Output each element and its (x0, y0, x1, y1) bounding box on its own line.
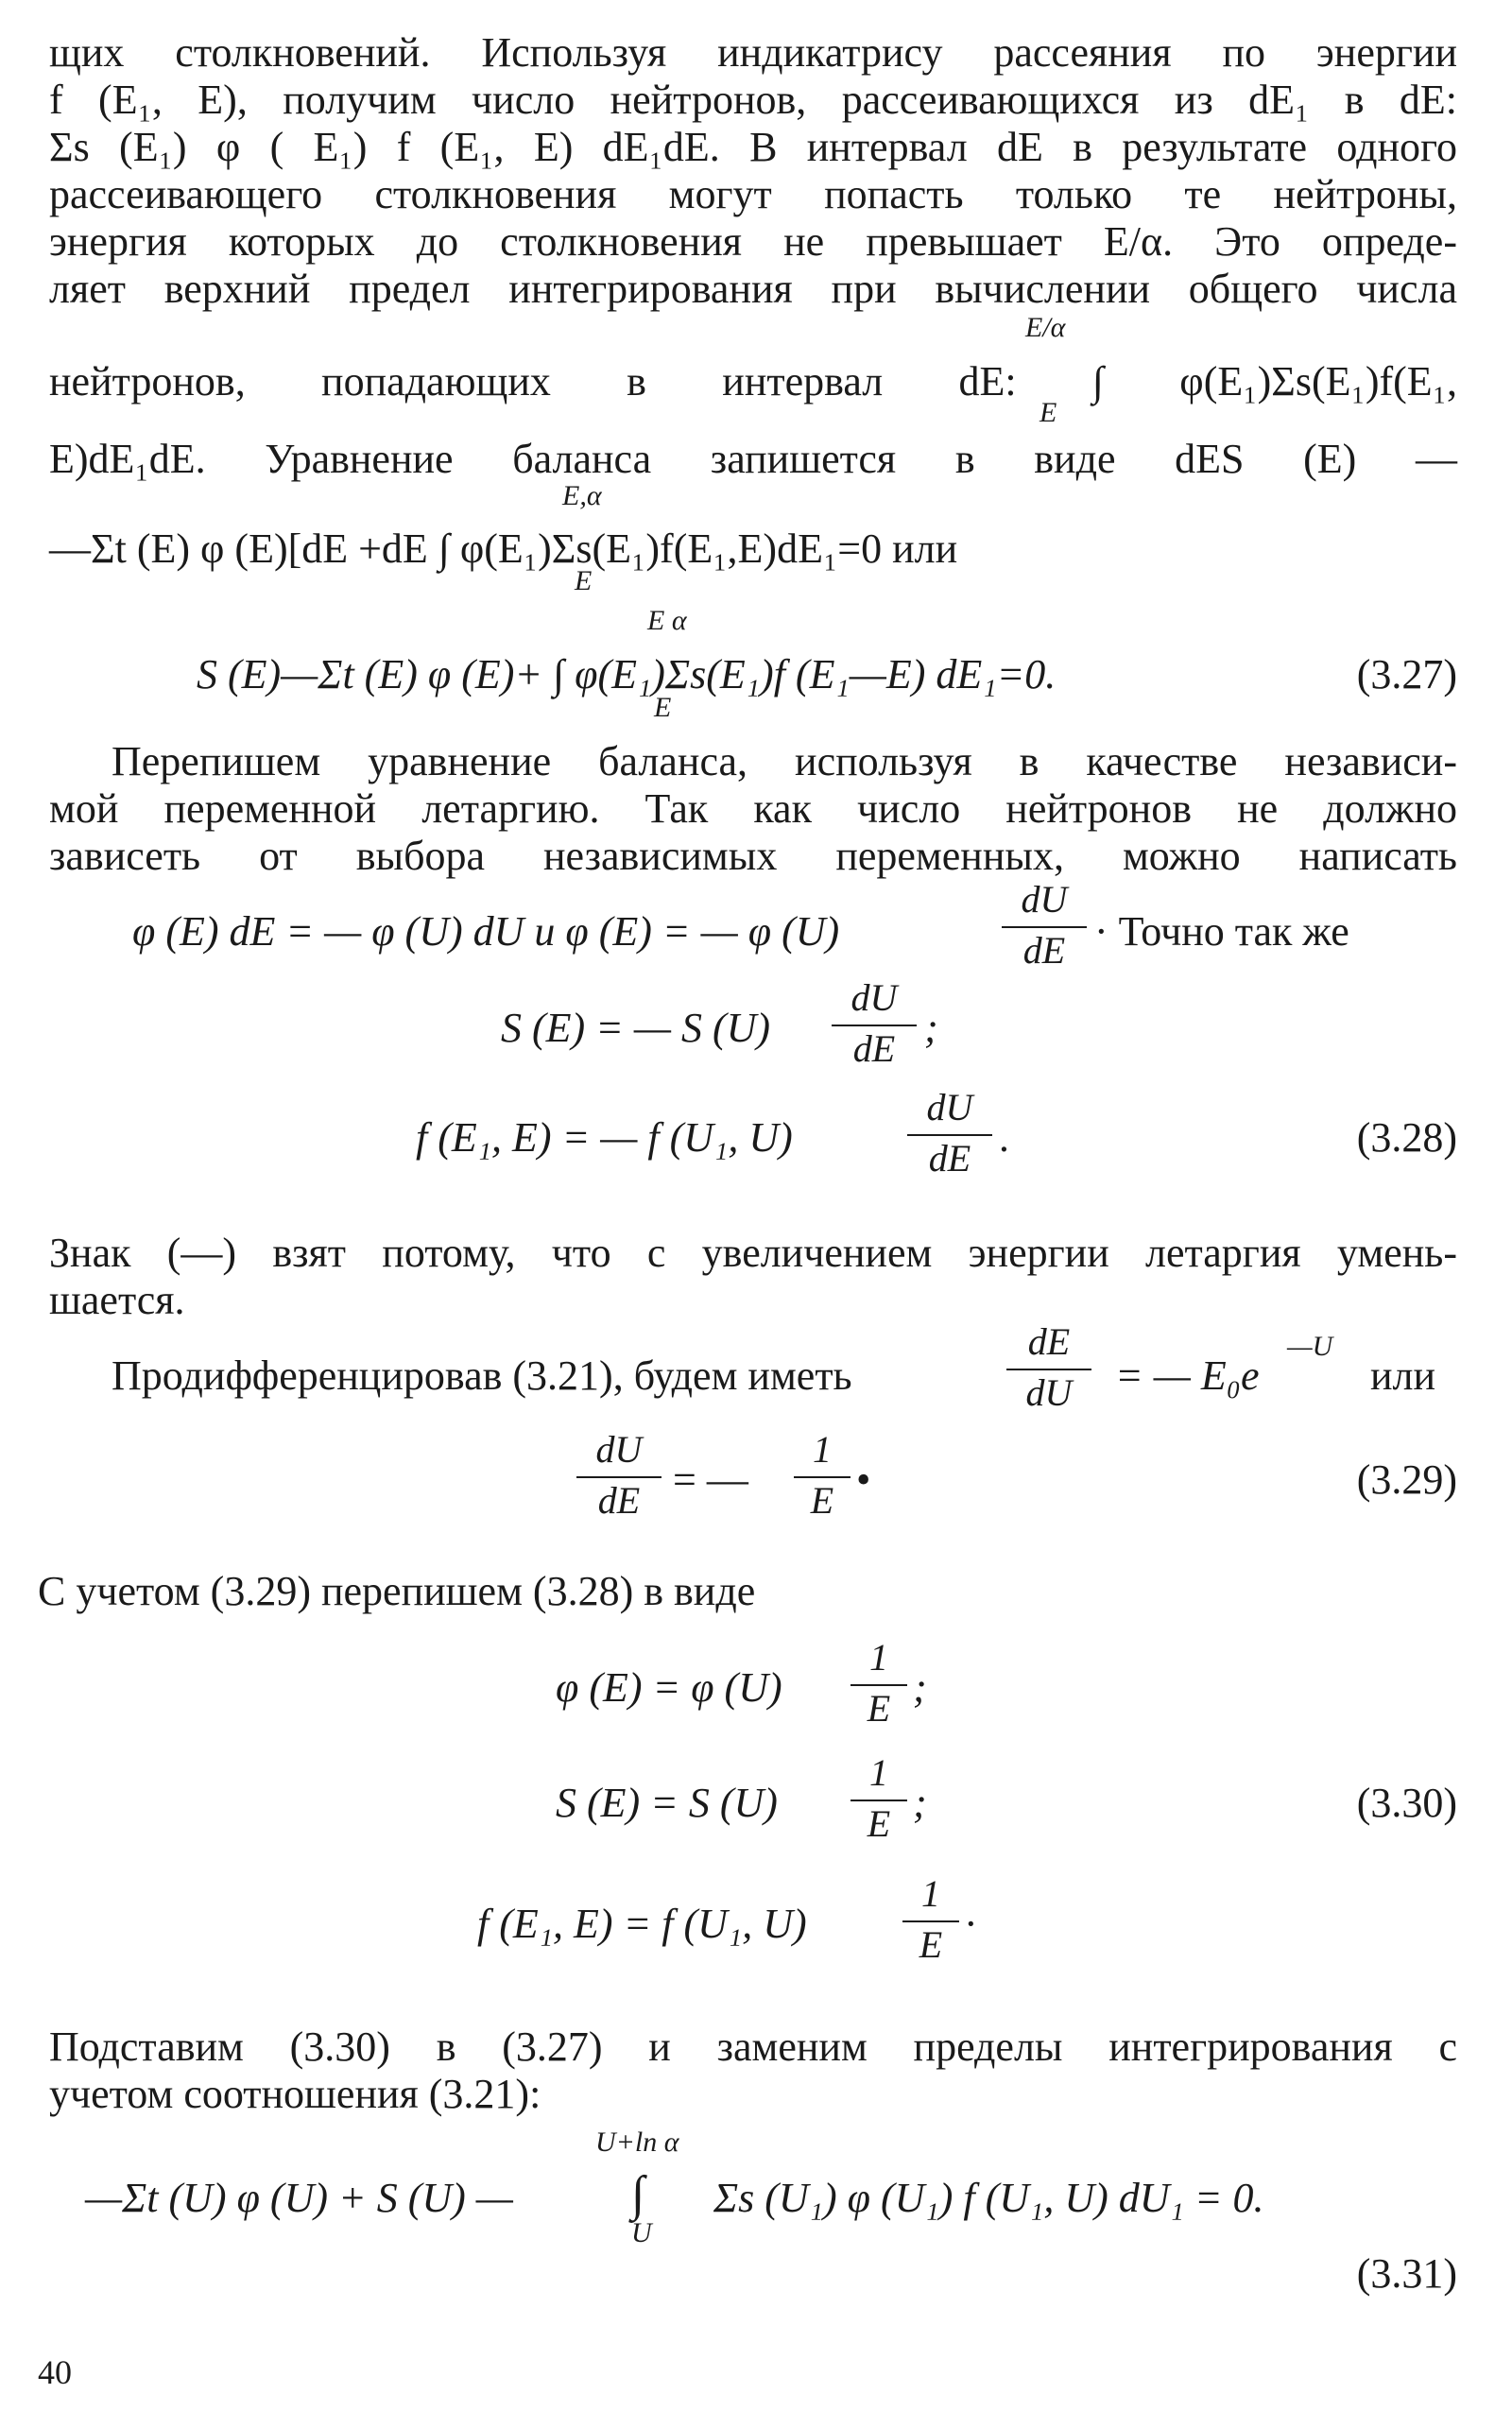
fraction-denominator: E (867, 1802, 891, 1845)
text-line: учетом соотношения (3.21): (49, 2071, 541, 2117)
text-line: Перепишем уравнение баланса, используя в качестве независи- (112, 738, 1457, 784)
integral-sign: ∫ (631, 2167, 645, 2221)
text-line: С учетом (3.29) перепишем (3.28) в виде (38, 1568, 756, 1614)
integral-upper-limit: E,α (562, 480, 602, 511)
equation-3-30b: S (E) = S (U) (556, 1780, 778, 1826)
integral-lower-limit: U (631, 2217, 652, 2248)
fraction-bar (902, 1920, 959, 1922)
fraction-numerator: dU (850, 976, 898, 1019)
fraction-denominator: dU (1025, 1371, 1073, 1414)
equation-3-31: —Σt (U) φ (U) + S (U) — (85, 2175, 513, 2221)
text-line: —Σt (E) φ (E)[dE +dE ∫ φ(E₁)Σs(E₁)f(E₁,E)dE₁=0 или (49, 525, 958, 572)
fraction-denominator: dE (1022, 929, 1066, 972)
fraction-bar (832, 1025, 917, 1026)
equation-3-30a: φ (E) = φ (U) (556, 1664, 782, 1711)
equation-tail: ; (913, 1780, 927, 1826)
fraction-bar (794, 1476, 850, 1478)
equation-tail: ; (913, 1664, 927, 1711)
equation-number: (3.27) (1356, 651, 1457, 697)
equation-3-28: f (E₁, E) = — f (U₁, U) (416, 1114, 793, 1161)
text-line: Продифференцировав (3.21), будем иметь (112, 1352, 852, 1399)
equation-3-27: S (E)—Σt (E) φ (E)+ ∫ φ(E₁)Σs(E₁)f (E₁—E) dE₁=0. (197, 651, 1057, 697)
equation-number: (3.31) (1356, 2250, 1457, 2297)
text-line: E)dE₁dE. Уравнение баланса запишется в виде dES (E) — (49, 436, 1457, 482)
equation-3-30c: f (E₁, E) = f (U₁, U) (477, 1901, 807, 1947)
equation-number: (3.29) (1356, 1456, 1457, 1503)
fraction-numerator: 1 (813, 1428, 832, 1471)
equation-tail: · Точно так же (1094, 908, 1349, 955)
equation-tail: · (964, 1901, 978, 1947)
integral-lower-limit: E (575, 565, 593, 596)
equation-S: S (E) = — S (U) (501, 1005, 771, 1051)
equation-tail: • (856, 1456, 871, 1503)
fraction-denominator: E (810, 1479, 834, 1522)
equation-3-29: = — (673, 1456, 748, 1503)
text-line: шается. (49, 1277, 185, 1323)
text-line: нейтронов, попадающих в интервал dE: ∫ φ(E₁)Σs(E₁)f(E₁, (49, 358, 1457, 405)
fraction-bar (907, 1134, 992, 1136)
integral-lower-limit: E (1040, 397, 1057, 428)
integral-lower-limit: E (654, 692, 672, 723)
page-number: 40 (38, 2353, 72, 2391)
equation-number: (3.30) (1356, 1780, 1457, 1826)
equation-derivative: = — E₀e (1115, 1352, 1260, 1399)
fraction-bar (576, 1476, 662, 1478)
text-line: рассеивающего столкновения могут попасть только те нейтроны, (49, 171, 1457, 217)
text-line: Подставим (3.30) в (3.27) и заменим пределы интегрирования с (49, 2024, 1457, 2070)
fraction-bar (850, 1684, 907, 1686)
equation-tail: ; (924, 1005, 938, 1051)
fraction-bar (1002, 926, 1087, 928)
equation-number: (3.28) (1356, 1114, 1457, 1161)
equation-phi: φ (E) dE = — φ (U) dU и φ (E) = — φ (U) (132, 908, 840, 955)
integral-upper-limit: E/α (1025, 312, 1066, 343)
text-line: щих столкновений. Используя индикатрису рассеяния по энергии (49, 29, 1457, 76)
equation-tail: . (1000, 1114, 1010, 1161)
text-line: мой переменной летаргию. Так как число нейтронов не должно (49, 785, 1457, 832)
fraction-bar (1006, 1369, 1091, 1370)
fraction-numerator: dU (1021, 878, 1068, 921)
text-line: f (E₁, E), получим число нейтронов, рассеивающихся из dE₁ в dE: (49, 77, 1457, 123)
text-line: ляет верхний предел интегрирования при вычислении общего числа (49, 266, 1457, 312)
fraction-denominator: dE (928, 1137, 971, 1180)
fraction-denominator: dE (597, 1479, 641, 1522)
text-line: зависеть от выбора независимых переменных, можно написать (49, 833, 1457, 879)
fraction-numerator: dU (926, 1086, 973, 1128)
exponent: —U (1287, 1331, 1333, 1362)
fraction-numerator: 1 (869, 1751, 888, 1794)
equation-3-31-right: Σs (U₁) φ (U₁) f (U₁, U) dU₁ = 0. (713, 2175, 1264, 2221)
fraction-denominator: dE (852, 1027, 896, 1070)
fraction-denominator: E (867, 1687, 891, 1730)
fraction-denominator: E (919, 1923, 943, 1966)
fraction-numerator: 1 (869, 1636, 888, 1679)
integral-upper-limit: U+ln α (595, 2127, 679, 2158)
text-line: Знак (—) взят потому, что с увеличением энергии летаргия умень- (49, 1230, 1457, 1276)
fraction-bar (850, 1800, 907, 1801)
text-word: или (1370, 1352, 1436, 1399)
fraction-numerator: 1 (921, 1872, 940, 1915)
fraction-numerator: dU (595, 1428, 643, 1471)
text-line: Σs (E₁) φ ( E₁) f (E₁, E) dE₁dE. В интервал dE в результате одного (49, 124, 1457, 170)
fraction-numerator: dE (1027, 1320, 1071, 1363)
text-line: энергия которых до столкновения не превышает E/α. Это опреде- (49, 218, 1457, 265)
integral-upper-limit: E α (647, 605, 687, 636)
